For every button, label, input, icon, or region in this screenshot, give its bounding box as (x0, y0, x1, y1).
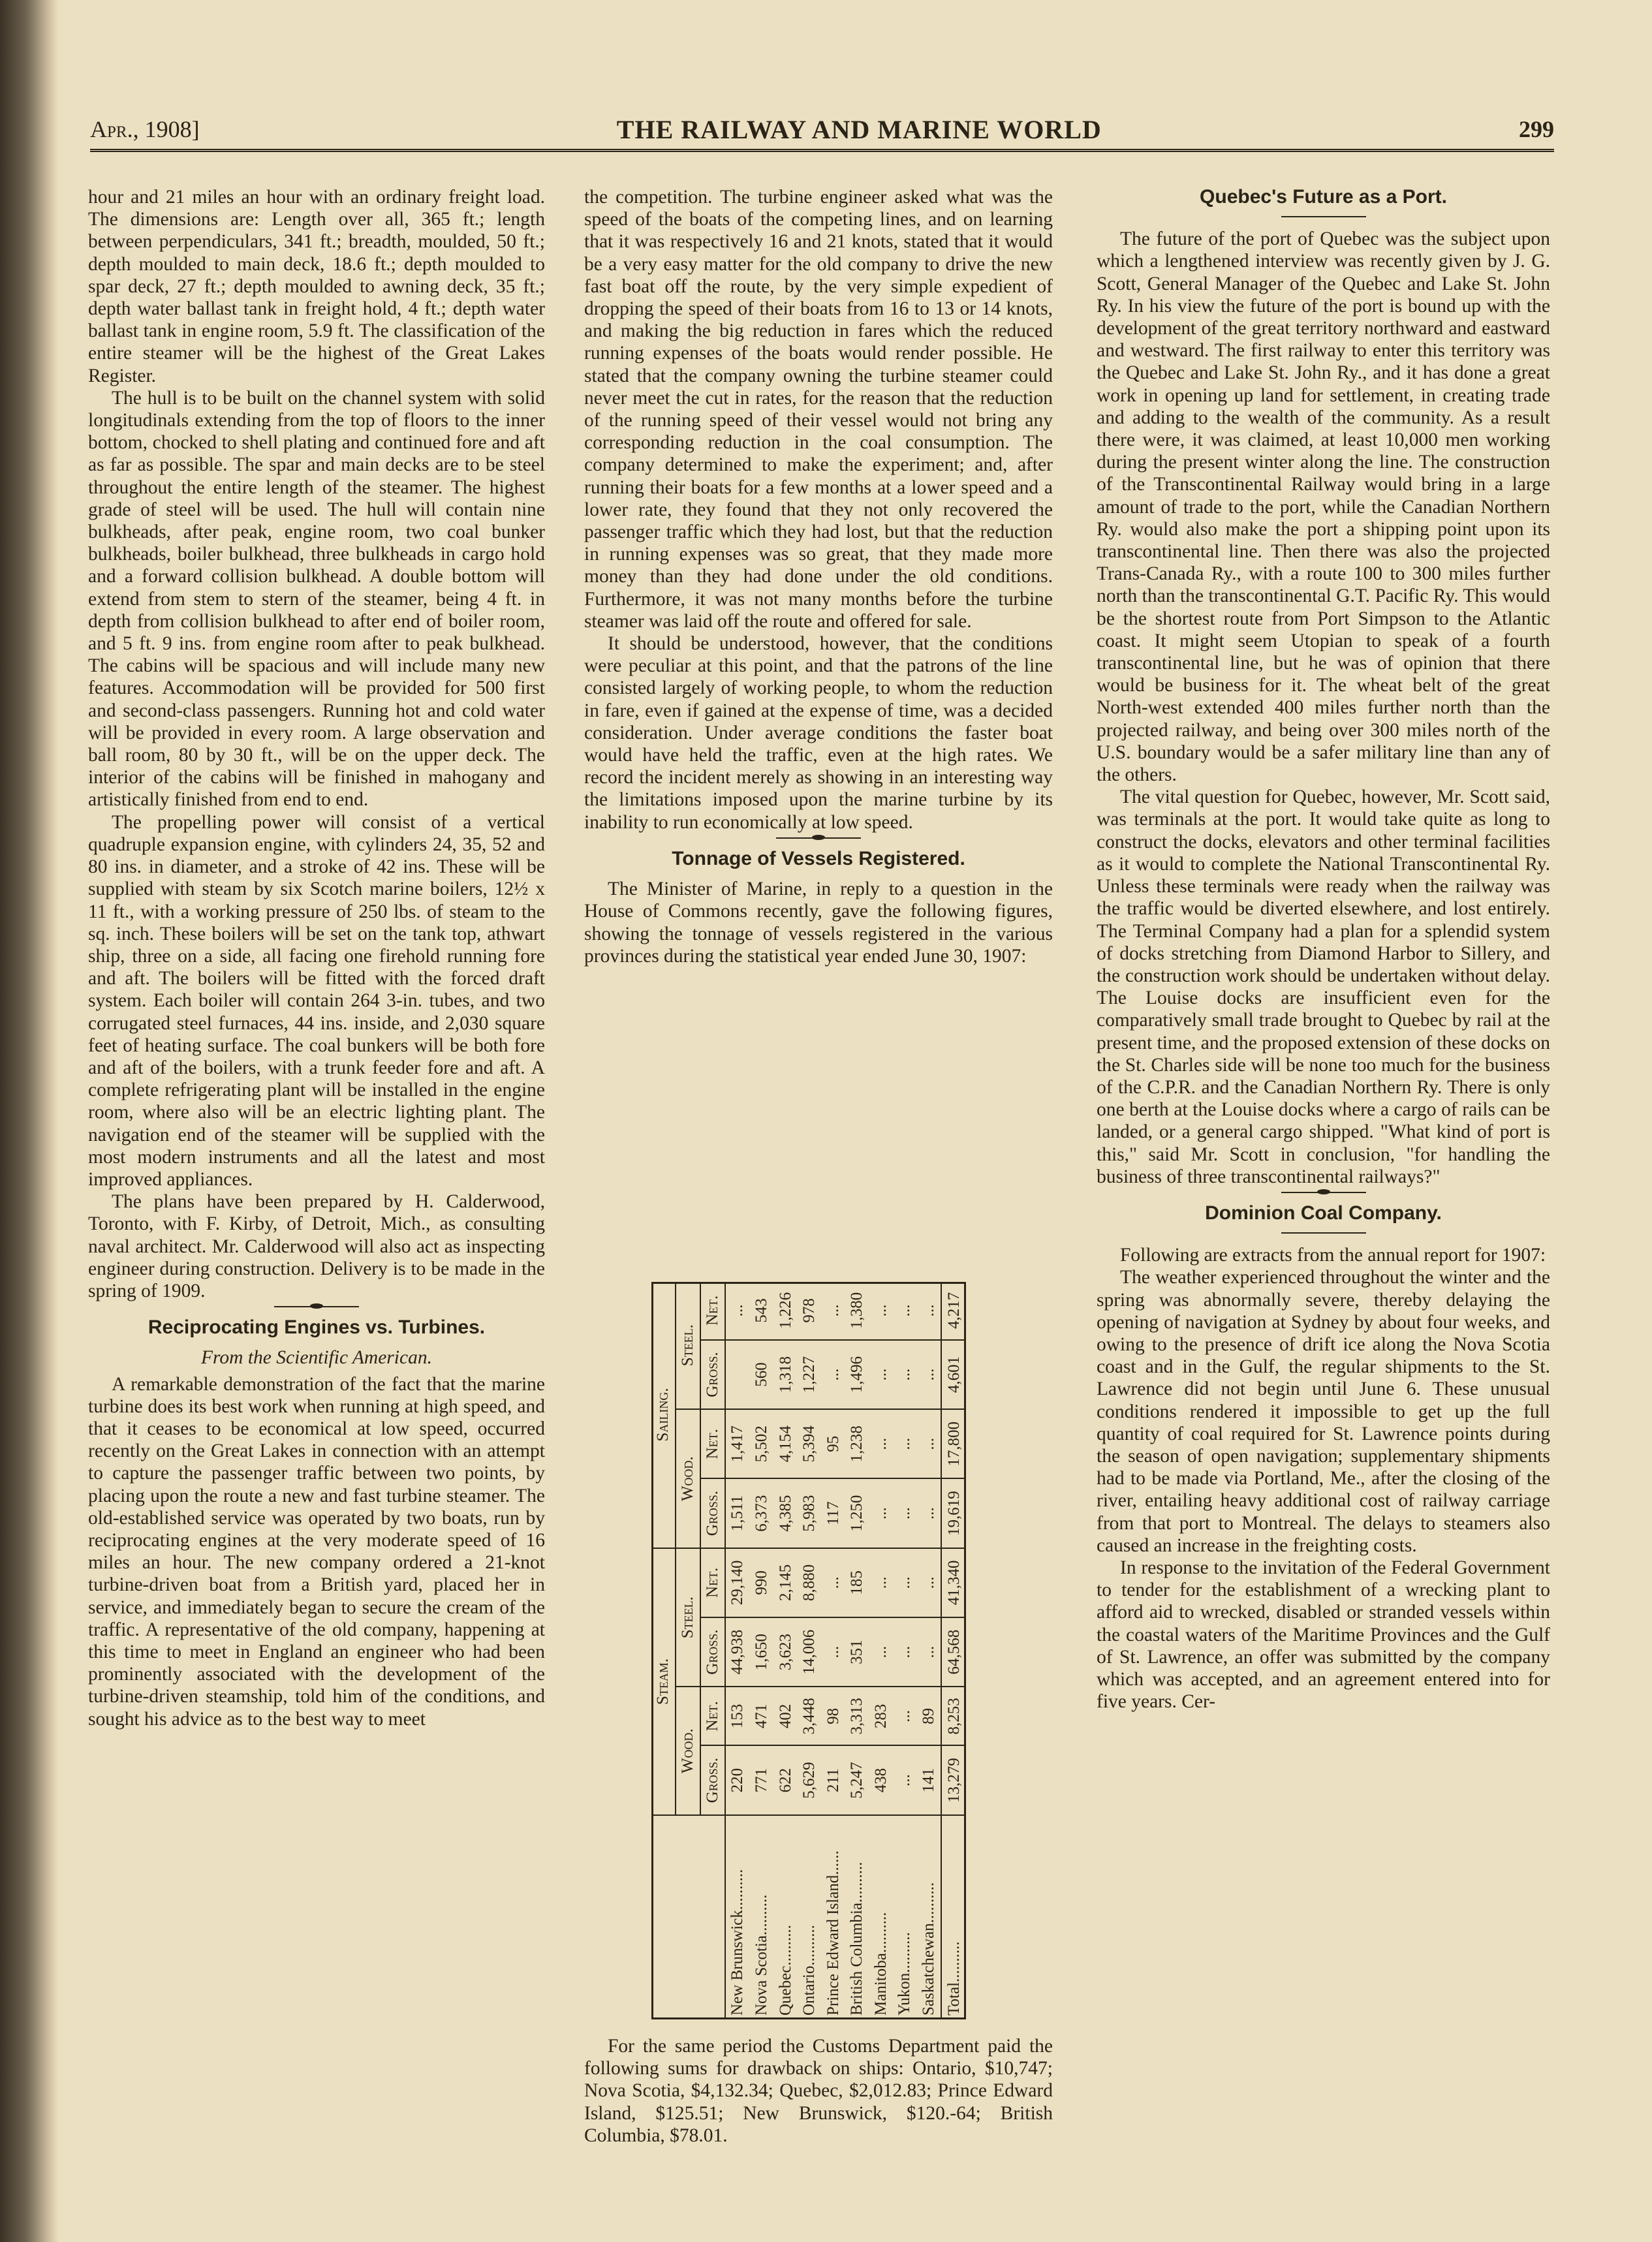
tonnage-cell: 471 (750, 1687, 774, 1745)
tonnage-cell: 3,313 (845, 1687, 869, 1745)
heading-quebec-port: Quebec's Future as a Port. (1200, 186, 1447, 208)
sub-steel: Steel. (676, 1548, 700, 1687)
tonnage-cell: 17,800 (941, 1409, 966, 1478)
tonnage-cell: ... (916, 1409, 941, 1478)
tonnage-cell: ... (821, 1282, 845, 1340)
tonnage-cell: 351 (845, 1617, 869, 1687)
tonnage-table (651, 1282, 966, 2019)
province-cell: Prince Edward Island...... (824, 1850, 842, 2016)
tonnage-cell: ... (893, 1687, 917, 1745)
tonnage-cell: 990 (750, 1548, 774, 1617)
tonnage-cell: 402 (773, 1687, 798, 1745)
tonnage-cell: ... (893, 1340, 917, 1410)
province-cell: Ontario.......... (800, 1925, 818, 2016)
tonnage-cell: ... (821, 1340, 845, 1410)
tonnage-cell: ... (893, 1282, 917, 1340)
tonnage-cell: 5,629 (798, 1745, 822, 1815)
sub-wood: Wood. (676, 1409, 700, 1548)
section-divider (1281, 1192, 1366, 1193)
paragraph: The hull is to be built on the channel system with solid longitudinals extending from the top of floors to the inner bottom, chocked to shell plating and continued fore and aft as far as possible. The spar and main decks are to be steel throughout the entire length of the steamer. The highest grade of steel will be used. The hull will contain nine bulkheads, after peak, engine room, two coal bunker bulkheads, boiler bulkhead, three bulkheads in cargo hold and a forward collision bulkhead. A double bottom will extend from stem to stern of the steamer, being 4 ft. in depth from collision bulkhead to after end of boiler room, and 5 ft. 9 ins. from engine room after to peak bulkhead. The cabins will be spacious and will include many new features. Accommodation will be provided for 500 first and second-class passengers. Running hot and cold water will be provided in every room. A large observation and ball room, 80 by 30 ft., will be on the upper deck. The interior of the cabins will be finished in mahogany and artistically finished from end to end. (88, 387, 545, 811)
tonnage-cell: 2,145 (773, 1548, 798, 1617)
heading-tonnage: Tonnage of Vessels Registered. (672, 847, 965, 869)
tonnage-cell: ... (916, 1282, 941, 1340)
paragraph: The plans have been prepared by H. Calderwood, Toronto, with F. Kirby, of Detroit, Mich., as consulting naval architect. Mr. Calderwood will also act as inspecting engineer during construction. Delivery is to be made in the spring of 1909. (88, 1191, 545, 1301)
paragraph: For the same period the Customs Department paid the following sums for drawback on ships: Ontario, $10,747; Nova Scotia, $4,132.34; Quebec, $2,012.83; Prince Edward Island, $125.51; New Brunswick, $120.-64; British Columbia, $78.01. (584, 2036, 1053, 2146)
tonnage-cell: 89 (916, 1687, 941, 1745)
tonnage-cell: 1,226 (773, 1282, 798, 1340)
section-divider (274, 1306, 359, 1307)
tonnage-cell: 4,385 (773, 1478, 798, 1548)
tonnage-cell: 185 (845, 1548, 869, 1617)
tonnage-cell: 220 (725, 1745, 750, 1815)
page-header (90, 110, 1554, 152)
paragraph: Following are extracts from the annual report for 1907: (1120, 1245, 1546, 1266)
col-net: Net. (700, 1548, 725, 1617)
tonnage-cell: 978 (798, 1282, 822, 1340)
heading-reciprocating-engines: Reciprocating Engines vs. Turbines. (148, 1316, 486, 1339)
tonnage-cell: 1,318 (773, 1340, 798, 1410)
page-number: 299 (1518, 116, 1554, 142)
tonnage-cell: 64,568 (941, 1617, 966, 1687)
tonnage-cell: 117 (821, 1478, 845, 1548)
heading-dominion-coal: Dominion Coal Company. (1205, 1202, 1442, 1224)
tonnage-cell: ... (893, 1478, 917, 1548)
tonnage-cell: 4,154 (773, 1409, 798, 1478)
tonnage-cell: 13,279 (941, 1745, 966, 1815)
tonnage-cell: ... (869, 1548, 893, 1617)
tonnage-cell: 1,650 (750, 1617, 774, 1687)
book-spine-shadow (0, 0, 59, 2242)
province-cell: Nova Scotia.......... (753, 1894, 771, 2016)
tonnage-cell: 1,227 (798, 1340, 822, 1410)
tonnage-cell: ... (893, 1617, 917, 1687)
tonnage-cell: 153 (725, 1687, 750, 1745)
journal-title: THE RAILWAY AND MARINE WORLD (616, 114, 1102, 144)
col-gross: Gross. (700, 1478, 725, 1548)
paragraph: The weather experienced throughout the winter and the spring was abnormally severe, thereby delaying the opening of navigation at Sydney by about four weeks, and owing to the presence of drift ice along the Nova Scotia coast and in the Gulf, the regular shipments to the St. Lawrence did not begin until June 6. These unusual conditions rendered it impossible to get up the full quantity of coal required for St. Lawrence points during the season of open navigation; supplementary shipments had to be made via Portland, Me., after the closing of the river, entailing heavy additional cost of railway carriage from that port to Montreal. The delays to steamers also caused an increase in the freighting costs. (1097, 1267, 1550, 1556)
tonnage-cell: 283 (869, 1687, 893, 1745)
paragraph: The Minister of Marine, in reply to a question in the House of Commons recently, gave the following figures, showing the tonnage of vessels registered in the various provinces during the statistical year ended June 30, 1907: (584, 879, 1053, 967)
tonnage-cell: 141 (916, 1745, 941, 1815)
paragraph: the competition. The turbine engineer asked what was the speed of the boats of the competing lines, and on learning that it was respectively 16 and 21 knots, stated that it would be a very easy matter for the old company to drive the new fast boat off the route, by the very simple expedient of dropping the speed of their boats from 16 to 13 or 14 knots, and making the big reduction in fares which the reduced running expenses of the boats would render possible. He stated that the company owning the turbine steamer could never meet the cut in rates, for the reason that the reduction of the running speed of their vessel would not bring any corresponding reduction in the coal consumption. The company determined to make the experiment; and, after running their boats for a few months at a lower speed and a lower rate, they found that they not only recovered the passenger traffic which they had lost, but that the reduction in running expenses was so great, that they made more money than they had done under the old conditions. Furthermore, it was not many months before the turbine steamer was laid off the route and offered for sale. (584, 187, 1053, 632)
tonnage-cell: ... (869, 1282, 893, 1340)
column-middle (584, 186, 1053, 967)
tonnage-cell: 771 (750, 1745, 774, 1815)
tonnage-cell: 8,253 (941, 1687, 966, 1745)
tonnage-cell: 4,601 (941, 1340, 966, 1410)
tonnage-cell: 560 (750, 1340, 774, 1410)
tonnage-cell: 1,238 (845, 1409, 869, 1478)
tonnage-cell: ... (893, 1745, 917, 1815)
paragraph: The future of the port of Quebec was the subject upon which a lengthened interview was recently given by J. G. Scott, General Manager of the Quebec and Lake St. John Ry. In his view the future of the port is bound up with the development of the great territory northward and eastward and westward. The first railway to enter this territory was the Quebec and Lake St. John Ry., and it has done a great work in opening up land for settlement, in creating trade and adding to the wealth of the community. As a result there were, it was claimed, at least 10,000 men working during the present winter along the line. The construction of the Transcontinental Railway would bring in a large amount of trade to the port, while the Canadian Northern Ry. would also make the port a shipping point upon its transcontinental line. Then there was also the projected Trans-Canada Ry., with a route 100 to 300 miles further north than the transcontinental G.T. Pacific Ry. This would be the shortest route from Port Simpson to the Atlantic coast. It might seem Utopian to speak of a fourth transcontinental line, but he was of opinion that there would be business for it. The wheat belt of the great North-west extended 400 miles further north than the projected railway, and being over 300 miles north of the U.S. boundary would be a safer military line than any of the others. (1097, 228, 1550, 786)
province-cell: British Columbia.......... (848, 1861, 866, 2016)
tonnage-cell: 1,417 (725, 1409, 750, 1478)
col-net: Net. (700, 1282, 725, 1340)
province-cell: Total.......... (941, 1815, 966, 2019)
header-date: Apr., 1908] (90, 116, 200, 142)
tonnage-cell: ... (821, 1617, 845, 1687)
paragraph: It should be understood, however, that the conditions were peculiar at this point, and that the patrons of the line consisted largely of working people, to whom the reduction in fare, even if gained at the expense of time, was a decided consideration. Under average conditions the faster boat would have held the traffic, even at the high rates. We record the incident merely as showing in an interesting way the limitations imposed upon the marine turbine by its inability to run economically at low speed. (584, 633, 1053, 833)
paragraph: In response to the invitation of the Federal Government to tender for the establishment of a wrecking plant to afford aid to wrecked, disabled or stranded vessels within the coastal waters of the Maritime Provinces and the Gulf of St. Lawrence, an offer was submitted by the company which was accepted, and an agreement entered into for five years. Cer- (1097, 1557, 1550, 1713)
tonnage-cell: ... (725, 1282, 750, 1340)
tonnage-cell: 543 (750, 1282, 774, 1340)
tonnage-cell: ... (916, 1548, 941, 1617)
col-gross: Gross. (700, 1617, 725, 1687)
column-right (1097, 186, 1550, 1713)
tonnage-cell: 95 (821, 1409, 845, 1478)
tonnage-cell: 1,496 (845, 1340, 869, 1410)
tonnage-cell: 1,250 (845, 1478, 869, 1548)
tonnage-cell: 8,880 (798, 1548, 822, 1617)
tonnage-cell: ... (916, 1617, 941, 1687)
paragraph: The vital question for Quebec, however, Mr. Scott said, was terminals at the port. It would take quite as long to construct the docks, elevators and other terminal facilities as it would to complete the National Transcontinental Ry. Unless these terminals were ready when the railway was the traffic would be diverted elsewhere, and lost entirely. The Terminal Company had a plan for a splendid system of docks stretching from Diamond Harbor to Sillery, and the construction work should be undertaken without delay. The Louise docks are insufficient even for the comparatively small trade brought to Quebec by rail at the present time, and the proposed extension of these docks on the St. Charles side will be none too much for the business of the C.P.R. and the Canadian Northern Ry. There is only one berth at the Louise docks where a cargo of rails can be landed, or a general cargo shipped. "What kind of port is this," said Mr. Scott in conclusion, "for handling the business of three transcontinental railways?" (1097, 786, 1550, 1187)
heading-underline (1281, 1232, 1366, 1234)
tonnage-cell: ... (869, 1340, 893, 1410)
tonnage-cell: ... (869, 1478, 893, 1548)
tonnage-cell: 438 (869, 1745, 893, 1815)
province-cell: New Brunswick.......... (728, 1869, 747, 2016)
column-left (88, 186, 545, 1730)
tonnage-cell: 1,380 (845, 1282, 869, 1340)
tonnage-cell: 5,394 (798, 1409, 822, 1478)
tonnage-cell: 5,502 (750, 1409, 774, 1478)
paragraph: The propelling power will consist of a vertical quadruple expansion engine, with cylinders 24, 35, 52 and 80 ins. in diameter, and a stroke of 42 ins. These will be supplied with steam by six Scotch marine boilers, 12½ x 11 ft., with a working pressure of 250 lbs. of steam to the sq. inch. These boilers will be set on the tank top, athwart ship, three on a side, all facing one firehold running fore and aft. The boilers will be fitted with the forced draft system. Each boiler will contain 264 3-in. tubes, and two corrugated steel furnaces, 44 ins. inside, and 2,030 square feet of heating surface. The coal bunkers will be both fore and aft of the boilers, with a trunk feeder fore and aft. A complete refrigerating plant will be installed in the engine room, where also will be an electric lighting plant. The navigation end of the steamer will be supplied with the most modern instruments and all the latest and most improved appliances. (88, 811, 545, 1190)
tonnage-cell: 5,247 (845, 1745, 869, 1815)
tonnage-cell: ... (893, 1548, 917, 1617)
col-net: Net. (700, 1687, 725, 1745)
sub-wood: Wood. (676, 1687, 700, 1815)
group-steam: Steam. (651, 1548, 676, 1815)
tonnage-cell: 1,511 (725, 1478, 750, 1548)
tonnage-cell: 4,217 (941, 1282, 966, 1340)
tonnage-cell: ... (916, 1478, 941, 1548)
group-sailing: Sailing. (651, 1282, 676, 1548)
heading-underline (1281, 216, 1366, 217)
col-gross: Gross. (700, 1340, 725, 1410)
section-divider (776, 837, 861, 839)
tonnage-cell: 41,340 (941, 1548, 966, 1617)
tonnage-cell: 14,006 (798, 1617, 822, 1687)
province-cell: Quebec.......... (776, 1925, 794, 2016)
province-cell: Manitoba.......... (871, 1912, 890, 2016)
tonnage-cell: ... (893, 1409, 917, 1478)
tonnage-cell: ... (916, 1340, 941, 1410)
col-gross: Gross. (700, 1745, 725, 1815)
paragraph: A remarkable demonstration of the fact that the marine turbine does its best work when running at high speed, and that it ceases to be economical at low speed, occurred recently on the Great Lakes in connection with an attempt to capture the passenger traffic between two points, by placing upon the route a new and fast turbine steamer. The old-established service was operated by two boats, run by reciprocating engines at the very moderate speed of 16 miles an hour. The new company ordered a 21-knot turbine-driven boat from a British yard, placed her in service, and immediately began to secure the cream of the traffic. A representative of the old company, happening at this time to meet in England an engineer who had been prominently associated with the development of the turbine-driven steamship, told him of the conditions, and sought his advice as to the best way to meet (88, 1373, 545, 1730)
tonnage-cell: 622 (773, 1745, 798, 1815)
tonnage-cell: ... (869, 1617, 893, 1687)
tonnage-cell: 3,448 (798, 1687, 822, 1745)
sub-steel: Steel. (676, 1282, 700, 1409)
customs-paragraph-block (584, 2035, 1053, 2147)
tonnage-cell: 6,373 (750, 1478, 774, 1548)
tonnage-cell: 3,623 (773, 1617, 798, 1687)
byline: From the Scientific American. (201, 1347, 432, 1369)
tonnage-cell: 211 (821, 1745, 845, 1815)
tonnage-cell: 5,983 (798, 1478, 822, 1548)
tonnage-cell: ... (869, 1409, 893, 1478)
table-frame (651, 1282, 966, 2019)
tonnage-cell: 19,619 (941, 1478, 966, 1548)
tonnage-cell: 44,938 (725, 1617, 750, 1687)
tonnage-cell: ... (821, 1548, 845, 1617)
province-cell: Saskatchewan.......... (919, 1882, 937, 2016)
paragraph: hour and 21 miles an hour with an ordinary freight load. The dimensions are: Length over all, 365 ft.; length between perpendiculars, 341 ft.; breadth, moulded, 50 ft.; depth moulded to main deck, 18.6 ft.; depth moulded to spar deck, 27 ft.; depth moulded to awning deck, 35 ft.; depth water ballast tank in freight hold, 4 ft.; depth water ballast tank in engine room, 5.9 ft. The classification of the entire steamer will be the highest of the Great Lakes Register. (88, 187, 545, 386)
tonnage-cell: 29,140 (725, 1548, 750, 1617)
tonnage-cell: 98 (821, 1687, 845, 1745)
col-net: Net. (700, 1409, 725, 1478)
province-cell: Yukon.......... (896, 1932, 914, 2016)
